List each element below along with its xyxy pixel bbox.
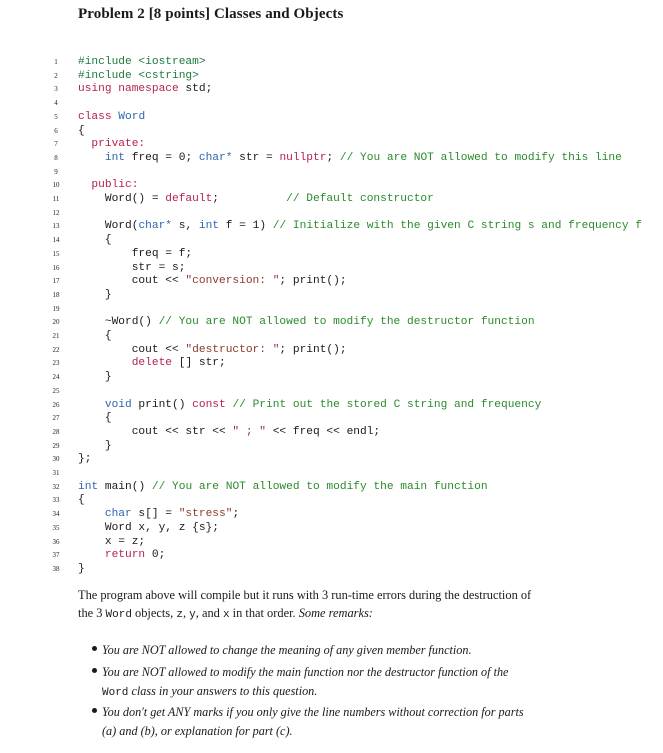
code-line [0, 411, 663, 425]
code-token: s[] = [131, 508, 179, 521]
remark-line [102, 663, 598, 682]
code-text [78, 493, 85, 507]
code-line [0, 274, 663, 288]
line-number: 28 [52, 427, 60, 436]
code-token: x = z; [78, 535, 146, 548]
code-line [0, 55, 663, 69]
line-number: 23 [52, 359, 60, 368]
text-run: Word [102, 687, 129, 699]
code-token: }; [78, 453, 92, 466]
code-token: " ; " [232, 425, 266, 438]
line-number: 1 [54, 58, 58, 66]
code-token: // You are NOT allowed to modify this line [339, 151, 622, 164]
line-number: 16 [52, 263, 60, 272]
code-text [78, 480, 488, 494]
code-token: Word() = [78, 193, 166, 205]
code-token: } [78, 288, 112, 301]
text-run: , [182, 606, 190, 620]
line-number: 5 [54, 112, 58, 121]
code-line [0, 110, 663, 124]
code-line [0, 356, 663, 370]
code-token: using namespace [78, 83, 179, 96]
code-text [78, 233, 112, 247]
code-line [0, 425, 663, 439]
code-token: ; print(); [279, 275, 347, 288]
line-number: 3 [54, 85, 58, 94]
remark-line [102, 641, 598, 660]
text-run: , and [195, 606, 223, 620]
code-token [78, 399, 105, 411]
text-run: objects, [131, 606, 177, 620]
text-run: (a) and (b), or explanation for part (c). [102, 724, 293, 738]
code-token: main() [98, 480, 152, 493]
code-line [0, 370, 663, 384]
description-line-2 [78, 604, 598, 624]
code-token: ~Word() [78, 316, 159, 329]
line-number: 4 [54, 99, 58, 108]
code-token: // Default constructor [286, 193, 434, 205]
code-token: char* [198, 151, 233, 164]
line-number: 38 [52, 564, 60, 573]
code-text [78, 192, 434, 206]
code-line [0, 466, 663, 480]
code-token: #include <iostream> [78, 56, 206, 68]
code-token [78, 357, 132, 369]
code-text [78, 452, 91, 466]
code-text [78, 507, 239, 521]
code-token: { [78, 412, 112, 425]
code-line [0, 192, 663, 206]
code-text [78, 247, 192, 261]
text-run: class in your answers to this question. [128, 684, 318, 698]
code-token: { [78, 494, 85, 507]
code-text [78, 178, 138, 192]
code-token: ; [232, 508, 240, 521]
line-number: 37 [52, 551, 60, 560]
remark-line [102, 703, 598, 722]
code-line [0, 178, 663, 192]
code-text [78, 69, 199, 83]
line-number: 7 [54, 140, 58, 149]
bullet-icon [92, 646, 97, 651]
code-text [78, 329, 112, 343]
code-token [78, 549, 105, 561]
line-number: 20 [52, 318, 60, 327]
line-number: 11 [52, 195, 60, 203]
code-token: Word [118, 110, 146, 123]
code-token: Word( [78, 220, 139, 233]
code-token: private: [78, 138, 146, 151]
code-line [0, 206, 663, 220]
code-text [78, 55, 206, 69]
code-text [78, 315, 535, 329]
line-number: 12 [52, 208, 60, 217]
line-number: 34 [52, 510, 60, 519]
line-number: 36 [52, 537, 60, 546]
code-line [0, 247, 663, 261]
code-token: return [104, 549, 146, 562]
line-number: 8 [54, 153, 58, 162]
code-text [78, 535, 145, 549]
line-number: 10 [52, 181, 60, 190]
code-text [78, 356, 226, 370]
code-line [0, 548, 663, 562]
line-number: 13 [52, 222, 60, 231]
code-text [78, 548, 165, 562]
code-text [78, 110, 145, 124]
code-token: } [78, 562, 85, 575]
code-text [78, 439, 112, 453]
code-token: public: [78, 179, 139, 192]
code-line [0, 302, 663, 316]
code-token: #include <cstring> [78, 69, 199, 82]
code-token: cout << [78, 275, 186, 288]
code-token: // Initialize with the given C string s and frequency f [272, 220, 642, 233]
line-number: 6 [54, 126, 58, 135]
text-run: z [176, 609, 183, 621]
code-token: std; [178, 83, 213, 96]
text-run: Some remarks: [298, 606, 373, 620]
line-number: 15 [52, 249, 60, 258]
code-token: delete [131, 357, 173, 370]
text-run: y [189, 609, 196, 621]
line-number: 17 [52, 277, 60, 286]
text-run: x [222, 609, 230, 621]
code-line [0, 96, 663, 110]
code-text [78, 288, 112, 302]
bullet-icon [92, 708, 97, 713]
line-number: 31 [52, 469, 60, 477]
code-line [0, 452, 663, 466]
code-line [0, 507, 663, 521]
code-token: str = [232, 151, 280, 164]
remark-line [102, 722, 598, 741]
code-line [0, 261, 663, 275]
problem-title: Problem 2 [8 points] Classes and Objects [78, 6, 344, 22]
code-line [0, 82, 663, 96]
code-line [0, 493, 663, 507]
code-line [0, 165, 663, 179]
line-number: 29 [52, 441, 60, 450]
line-number: 25 [52, 386, 60, 395]
code-token: ; [212, 193, 287, 205]
code-token: void [104, 398, 132, 411]
code-text [78, 219, 642, 233]
code-line [0, 124, 663, 138]
code-token: [] str; [172, 357, 226, 370]
code-token: { [78, 124, 85, 137]
code-token: { [78, 330, 112, 342]
line-number: 26 [52, 400, 60, 409]
code-token: "destructor: " [185, 343, 280, 356]
line-number: 22 [52, 345, 60, 354]
code-token: << freq << endl; [266, 425, 381, 438]
code-line [0, 137, 663, 151]
code-text [78, 261, 185, 275]
code-line [0, 233, 663, 247]
code-token: const [192, 398, 226, 411]
line-number: 14 [52, 236, 60, 245]
text-run: Word [105, 609, 132, 621]
code-token: int [104, 151, 126, 164]
code-token [78, 508, 105, 520]
code-text [78, 411, 112, 425]
code-text [78, 521, 219, 535]
code-token: int [198, 220, 220, 233]
code-text [78, 343, 347, 357]
code-token: int [78, 480, 99, 493]
code-token: class [78, 110, 112, 123]
line-number: 35 [52, 523, 60, 532]
code-token: freq = f; [78, 247, 193, 260]
code-token: char* [138, 220, 173, 233]
code-token: // Print out the stored C string and frequency [232, 398, 542, 411]
code-line [0, 562, 663, 576]
bullet-icon [92, 668, 97, 673]
code-text [78, 124, 85, 138]
line-number: 2 [54, 71, 58, 80]
code-line [0, 480, 663, 494]
code-line [0, 288, 663, 302]
remark-line [102, 682, 598, 703]
code-text [78, 398, 541, 412]
code-token: s, [172, 220, 199, 233]
code-token: // You are NOT allowed to modify the main function [151, 480, 488, 493]
code-token: "stress" [178, 508, 233, 521]
code-token: "conversion: " [185, 275, 280, 288]
code-token: } [78, 439, 112, 452]
code-token: } [78, 371, 112, 384]
code-token: nullptr [279, 151, 327, 164]
code-line [0, 384, 663, 398]
code-line [0, 521, 663, 535]
description-line-1 [78, 586, 598, 604]
text-run: You are NOT allowed to change the meaning of any given member function. [102, 643, 472, 657]
text-run: the 3 [78, 606, 106, 620]
code-token: default [165, 193, 213, 205]
line-number: 27 [52, 414, 60, 423]
code-token: 0; [145, 549, 166, 562]
line-number: 21 [52, 332, 60, 340]
line-number: 9 [54, 167, 58, 176]
code-line [0, 343, 663, 357]
text-run: in that order. [229, 606, 299, 620]
code-token [78, 152, 105, 164]
code-line [0, 151, 663, 165]
code-line [0, 398, 663, 412]
code-text [78, 370, 112, 384]
line-number: 30 [52, 455, 60, 464]
code-text [78, 137, 145, 151]
code-token: freq = 0; [125, 151, 199, 164]
code-line [0, 329, 663, 343]
line-number: 19 [52, 304, 60, 313]
code-line [0, 69, 663, 83]
code-token: f = 1) [219, 220, 273, 233]
code-token: // You are NOT allowed to modify the destructor function [158, 316, 535, 329]
text-run: You are NOT allowed to modify the main function nor the destructor function of the [102, 665, 509, 679]
code-text [78, 425, 380, 439]
code-token: { [78, 234, 112, 247]
code-token: ; print(); [279, 343, 347, 356]
line-number: 24 [52, 373, 60, 382]
text-run: The program above will compile but it runs with 3 run-time errors during the destruction of [78, 588, 532, 602]
line-number: 32 [52, 482, 60, 491]
code-token: str = s; [78, 261, 186, 274]
line-number: 18 [52, 290, 60, 299]
code-text [78, 562, 85, 576]
code-token: print() [131, 398, 193, 411]
code-token: char [104, 508, 132, 521]
line-number: 33 [52, 496, 60, 505]
code-line [0, 219, 663, 233]
code-token: cout << [78, 343, 186, 356]
code-line [0, 439, 663, 453]
code-token: cout << str << [78, 425, 233, 438]
code-line [0, 535, 663, 549]
text-run: You don't get ANY marks if you only give the line numbers without correction for parts [102, 705, 524, 719]
code-text [78, 151, 622, 165]
code-line [0, 315, 663, 329]
code-text [78, 82, 212, 96]
code-token: Word x, y, z {s}; [78, 521, 219, 534]
code-text [78, 274, 347, 288]
code-token: ; [326, 151, 340, 164]
